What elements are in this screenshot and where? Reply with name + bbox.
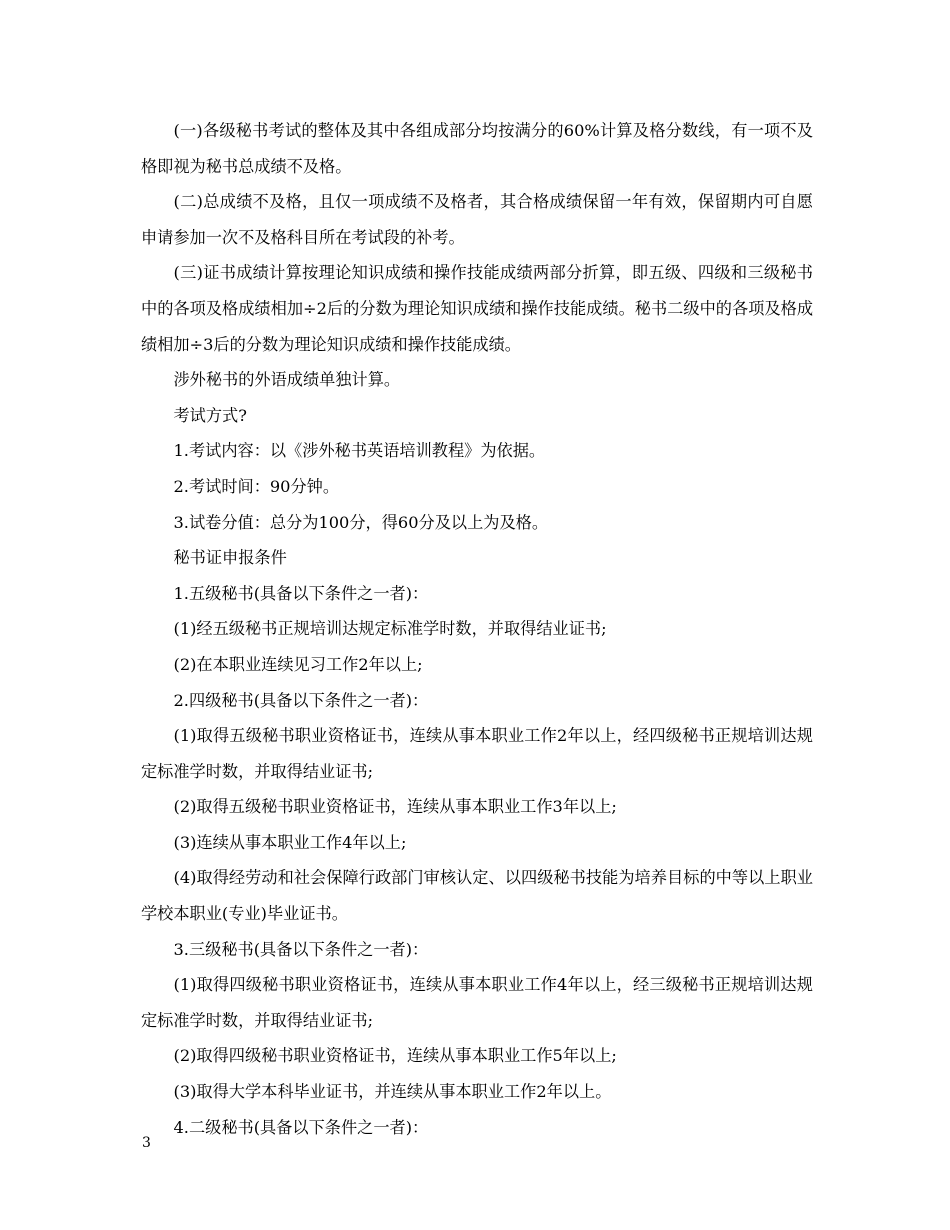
list-item-level-five: 1.五级秘书(具备以下条件之一者)： (173, 583, 429, 603)
list-item-exam-content: 1.考试内容：以《涉外秘书英语培训教程》为依据。 (173, 441, 546, 461)
paragraph-foreign-language-score: 涉外秘书的外语成绩单独计算。 (173, 370, 401, 390)
sub-item-level-four-2: (2)取得五级秘书职业资格证书，连续从事本职业工作3年以上; (173, 797, 617, 817)
list-item-exam-score: 3.试卷分值：总分为100分，得60分及以上为及格。 (173, 512, 549, 532)
paragraph-retake-rule: (二)总成绩不及格，且仅一项成绩不及格者，其合格成绩保留一年有效，保留期内可自愿申请参加一次不及格科目所在考试段的补考。 (141, 192, 813, 247)
heading-exam-method: 考试方式? (173, 405, 247, 425)
list-item-level-three: 3.三级秘书(具备以下条件之一者)： (173, 939, 429, 959)
sub-item-level-four-1: (1)取得五级秘书职业资格证书，连续从事本职业工作2年以上，经四级秘书正规培训达规定标准学时数，并取得结业证书; (141, 726, 813, 781)
sub-item-level-five-1: (1)经五级秘书正规培训达规定标准学时数，并取得结业证书; (173, 619, 607, 639)
sub-item-level-three-2: (2)取得四级秘书职业资格证书，连续从事本职业工作5年以上; (173, 1046, 617, 1066)
sub-item-level-five-2: (2)在本职业连续见习工作2年以上; (173, 654, 423, 674)
paragraph-passing-score: (一)各级秘书考试的整体及其中各组成部分均按满分的60%计算及格分数线，有一项不及格即视为秘书总成绩不及格。 (141, 121, 813, 176)
page-number: 3 (142, 1135, 151, 1151)
sub-item-level-four-3: (3)连续从事本职业工作4年以上; (173, 832, 407, 852)
list-item-level-two: 4.二级秘书(具备以下条件之一者)： (173, 1117, 429, 1137)
heading-application-requirements: 秘书证申报条件 (173, 548, 287, 568)
sub-item-level-three-1: (1)取得四级秘书职业资格证书，连续从事本职业工作4年以上，经三级秘书正规培训达规定标准学时数，并取得结业证书; (141, 975, 813, 1030)
list-item-exam-time: 2.考试时间：90分钟。 (173, 476, 340, 496)
sub-item-level-three-3: (3)取得大学本科毕业证书，并连续从事本职业工作2年以上。 (173, 1082, 612, 1102)
document-body (141, 113, 813, 1145)
sub-item-level-four-4: (4)取得经劳动和社会保障行政部门审核认定、以四级秘书技能为培养目标的中等以上职业学校本职业(专业)毕业证书。 (141, 868, 813, 924)
list-item-level-four: 2.四级秘书(具备以下条件之一者)： (173, 690, 429, 710)
paragraph-score-calculation: (三)证书成绩计算按理论知识成绩和操作技能成绩两部分折算，即五级、四级和三级秘书中的各项及格成绩相加÷2后的分数为理论知识成绩和操作技能成绩。秘书二级中的各项及格成绩相加÷3后的分数为理论知识成绩和操作技能成绩。 (141, 263, 813, 354)
